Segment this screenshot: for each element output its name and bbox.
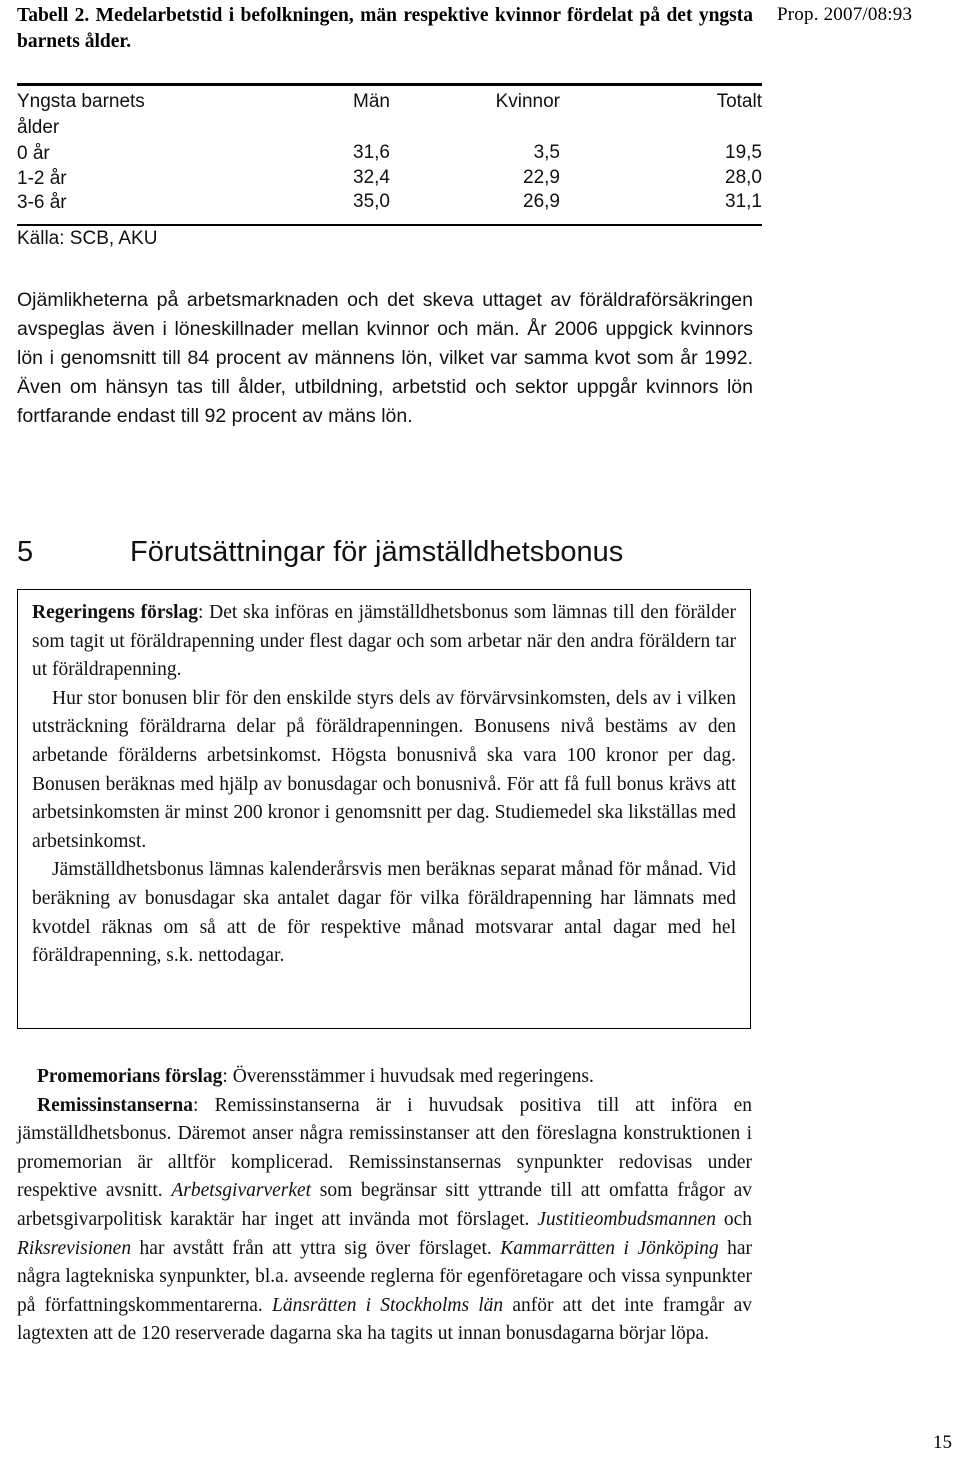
body-name: Arbetsgivarverket	[171, 1180, 312, 1202]
header-age: Yngsta barnets ålder	[17, 91, 145, 138]
cell-total: 31,1	[725, 191, 762, 212]
cell-women: 3,5	[533, 142, 560, 163]
header-men: Män	[353, 91, 390, 112]
body-name: Riksrevisionen	[17, 1237, 132, 1259]
section-heading	[17, 536, 623, 569]
table-row	[17, 166, 762, 191]
section-number: 5	[17, 536, 34, 568]
cell-age: 0 år	[17, 143, 50, 164]
data-table	[17, 89, 762, 215]
proposition-reference: Prop. 2007/08:93	[777, 4, 913, 25]
body-name: Länsrätten i Stockholms län	[271, 1294, 504, 1316]
table-source: Källa: SCB, AKU	[17, 228, 158, 249]
table-row	[17, 141, 762, 166]
referrals-text: och	[716, 1208, 753, 1230]
body-name: Justitieombudsmannen	[537, 1208, 717, 1230]
proposal-lead-text: : Det ska införas en jämställdhetsbonus som lämnas till den förälder som tagit ut föräldrapenning under flest dagar och som arbetar när den andra föräldern tar ut föräldrapenning.	[32, 602, 736, 681]
cell-women: 22,9	[523, 166, 560, 188]
memo-text: : Överensstämmer i huvudsak med regeringens.	[222, 1066, 594, 1087]
referrals-text: har några lagtekniska synpunkter, bl.a. avseende reglerna för egenföretagare och vissa synpunkter på författningskommentarerna.	[17, 1237, 753, 1316]
header-women: Kvinnor	[495, 91, 560, 112]
cell-total: 28,0	[725, 166, 762, 188]
proposal-lead-paragraph	[32, 599, 736, 685]
table-caption: Tabell 2. Medelarbetstid i befolkningen, män respektive kvinnor fördelat på det yngsta barnets ålder.	[17, 5, 753, 52]
memo-paragraph	[17, 1063, 752, 1092]
proposal-paragraph: Hur stor bonusen blir för den enskilde styrs dels av förvärvsinkomsten, dels av i vilken utsträckning föräldrarna delar på föräldrapenningen. Bonusens nivå bestäms av den arbetande förälderns arbetsinkomst. Högsta bonusnivå ska vara 100 kronor per dag. Bonusen beräknas med hjälp av bonusdagar och bonusnivå. För att få full bonus krävs att arbetsinkomsten är minst 200 kronor i genomsnitt per dag. Studiemedel ska likställas med arbetsinkomst.	[32, 687, 736, 852]
cell-total: 19,5	[725, 142, 762, 163]
cell-men: 35,0	[353, 191, 390, 212]
referrals-text: : Remissinstanserna är i huvudsak positiva till att införa en jämställdhetsbonus. Däremot anser några remissinstanser att den föreslagna konstruktionen i promemorian är alltför komplicerad. Remissinstansernas synpunkter redovisas under respektive avsnitt.	[17, 1094, 752, 1202]
referrals-paragraph	[17, 1092, 752, 1349]
referrals-label: Remissinstanserna	[37, 1094, 194, 1116]
table-top-rule	[17, 83, 762, 86]
table-row	[17, 190, 762, 215]
cell-women: 26,9	[523, 191, 560, 212]
page-number: 15	[933, 1432, 952, 1453]
body-name: Kammarrätten i Jönköping	[500, 1237, 719, 1259]
table-bottom-rule	[17, 224, 762, 226]
cell-men: 31,6	[353, 142, 390, 163]
cell-men: 32,4	[353, 166, 390, 188]
cell-age: 1-2 år	[17, 167, 67, 189]
referrals-text: anför att det inte framgår av lagtexten att de 120 reserverade dagarna ska ha tagits ut innan bonusdagarna börjar löpa.	[17, 1294, 752, 1345]
cell-age: 3-6 år	[17, 192, 67, 213]
referral-section	[17, 1063, 752, 1349]
government-proposal-box	[17, 589, 751, 1029]
proposal-paragraph: Jämställdhetsbonus lämnas kalenderårsvis men beräknas separat månad för månad. Vid beräkning av bonusdagar ska antalet dagar för vilka föräldrapenning har lämnats med kvotdel räknas om så att de för respektive månad motsvarar antal dagar med hel föräldrapenning, s.k. nettodagar.	[32, 859, 736, 967]
section-title: Förutsättningar för jämställdhetsbonus	[130, 536, 624, 568]
proposal-label: Regeringens förslag	[32, 602, 199, 623]
intro-paragraph: Ojämlikheterna på arbetsmarknaden och det skeva uttaget av föräldraförsäkringen avspeglas även i löneskillnader mellan kvinnor och män. År 2006 uppgick kvinnors lön i genomsnitt till 84 procent av männens lön, vilket var samma kvot som år 1992. Även om hänsyn tas till ålder, utbildning, arbetstid och sektor uppgår kvinnors lön fortfarande endast till 92 procent av mäns lön.	[17, 289, 753, 427]
memo-label: Promemorians förslag	[37, 1066, 223, 1087]
referrals-text: har avstått från att yttra sig över förslaget.	[131, 1237, 501, 1259]
referrals-text: som begränsar sitt yttrande till att omfatta frågor av arbetsgivarpolitisk karaktär har inget att invända mot förslaget.	[17, 1180, 752, 1230]
table-header-row	[17, 89, 762, 141]
header-total: Totalt	[716, 91, 762, 112]
